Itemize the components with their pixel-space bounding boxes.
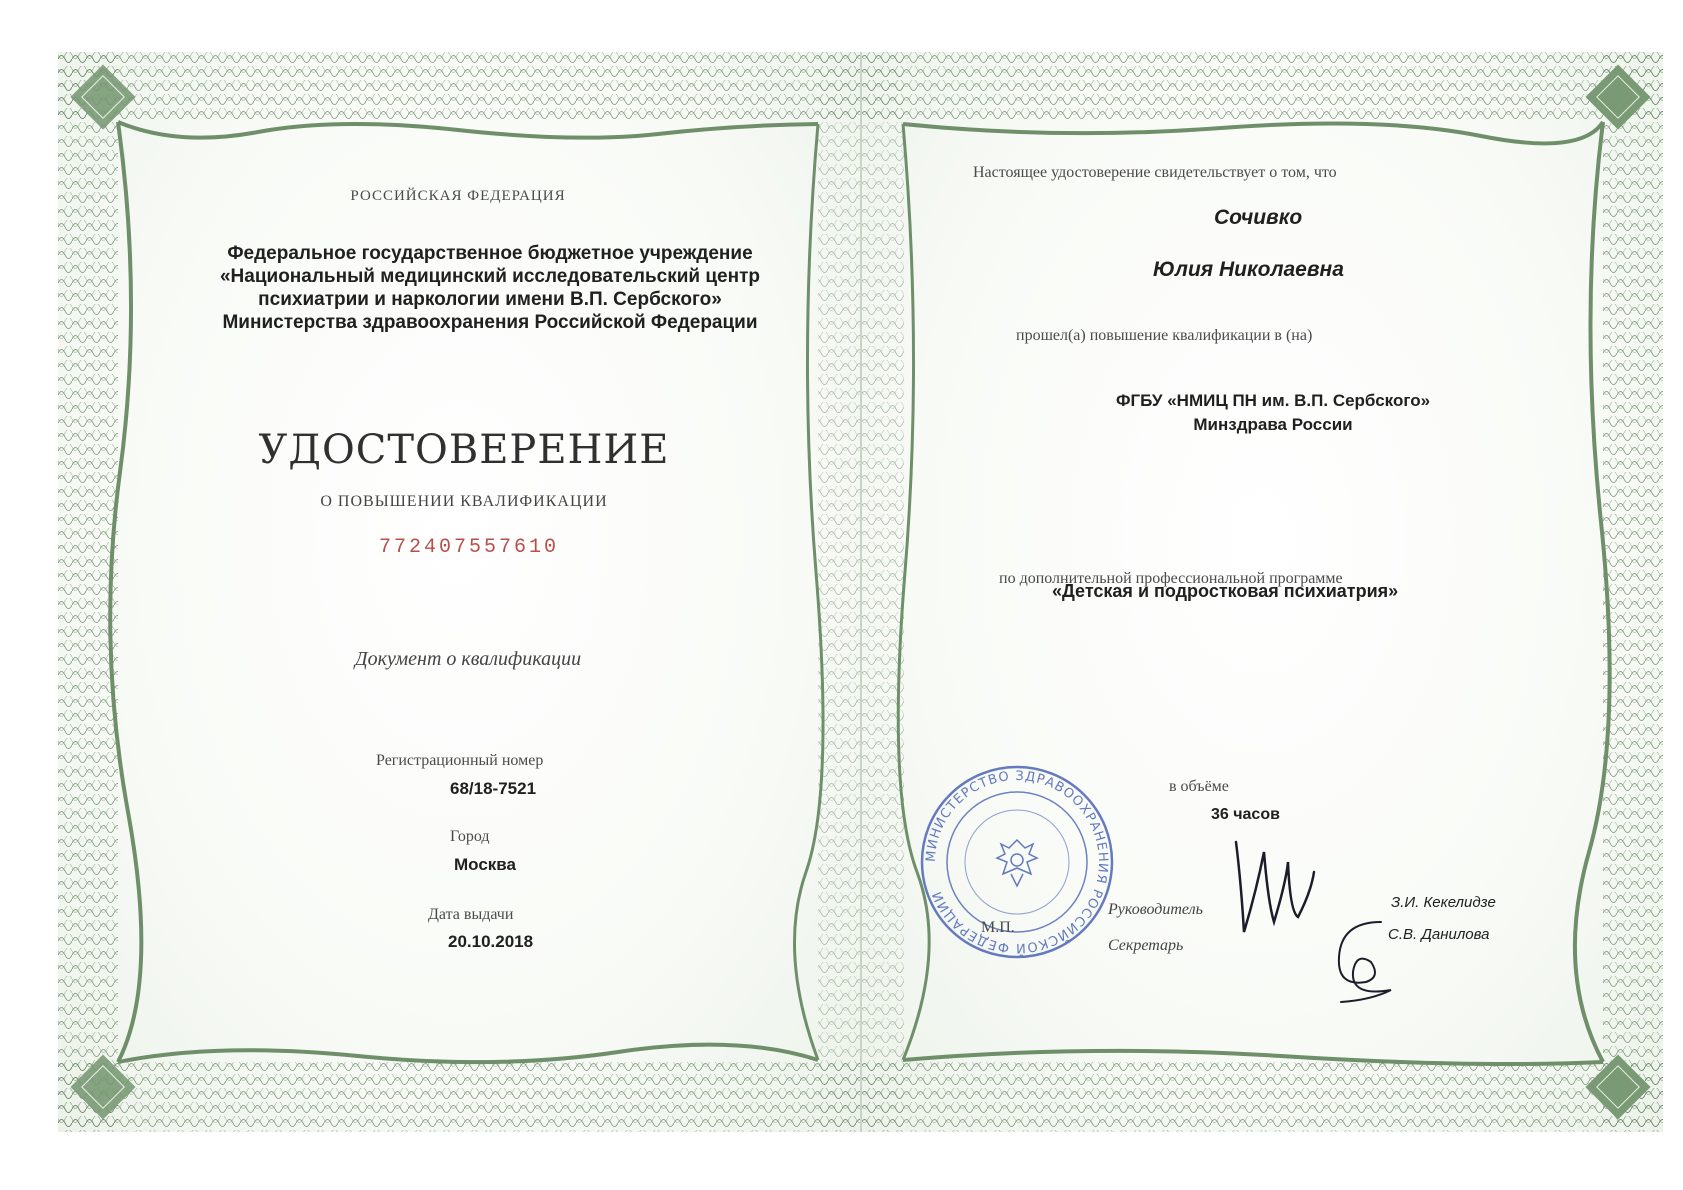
issue-date-value: 20.10.2018 <box>448 932 534 951</box>
organization-line-2: «Национальный медицинский исследовательский центр <box>219 266 761 287</box>
organization-line-3: психиатрии и наркологии имени В.П. Сербского» <box>258 289 722 310</box>
seal-text: МИНИСТЕРСТВО ЗДРАВООХРАНЕНИЯ РОССИЙСКОЙ ФЕДЕРАЦИИ <box>923 768 1111 956</box>
city-value: Москва <box>454 855 516 874</box>
double-headed-eagle-emblem <box>997 840 1037 886</box>
country-heading: РОССИЙСКАЯ ФЕДЕРАЦИЯ <box>350 188 566 204</box>
volume-label: в объёме <box>1169 778 1229 795</box>
issue-date-label: Дата выдачи <box>428 906 514 923</box>
official-seal-stamp <box>917 762 1117 962</box>
organization-line-4: Министерства здравоохранения Российской Федерации <box>222 312 758 333</box>
left-page <box>58 52 861 1132</box>
head-name: З.И. Кекелидзе <box>1391 894 1496 911</box>
right-page <box>861 52 1663 1132</box>
svg-text:МИНИСТЕРСТВО ЗДРАВООХРАНЕНИЯ Р <box>924 769 1110 956</box>
stamp-place-label: М.П. <box>981 919 1015 936</box>
institution-line-2: Минздрава России <box>1193 415 1353 434</box>
recipient-surname: Сочивко <box>1214 206 1303 229</box>
head-label: Руководитель <box>1108 901 1203 918</box>
registration-value: 68/18-7521 <box>450 779 537 798</box>
completed-text: прошел(а) повышение квалификации в (на) <box>1016 327 1313 344</box>
document-subtitle: О ПОВЫШЕНИИ КВАЛИФИКАЦИИ <box>320 493 608 510</box>
secretary-name: С.В. Данилова <box>1388 926 1490 943</box>
left-page-ornamental-frame <box>58 52 861 1132</box>
document-type: Документ о квалификации <box>354 648 582 670</box>
center-fold-line <box>860 52 862 1132</box>
secretary-label: Секретарь <box>1108 937 1184 954</box>
secretary-signature <box>1311 902 1411 1012</box>
serial-number: 772407557610 <box>378 536 560 559</box>
institution-line-1: ФГБУ «НМИЦ ПН им. В.П. Сербского» <box>1115 391 1431 410</box>
volume-value: 36 часов <box>1211 806 1280 823</box>
registration-label: Регистрационный номер <box>376 752 544 769</box>
city-label: Город <box>450 828 490 845</box>
intro-text: Настоящее удостоверение свидетельствует о том, что <box>973 164 1337 181</box>
organization-line-1: Федеральное государственное бюджетное учреждение <box>227 243 753 264</box>
certificate-document <box>58 52 1663 1132</box>
recipient-given-names: Юлия Николаевна <box>1153 258 1344 281</box>
program-label: по дополнительной профессиональной программе <box>999 570 1343 587</box>
program-name: «Детская и подростковая психиатрия» <box>1052 581 1399 601</box>
document-title: УДОСТОВЕРЕНИЕ <box>258 427 670 473</box>
